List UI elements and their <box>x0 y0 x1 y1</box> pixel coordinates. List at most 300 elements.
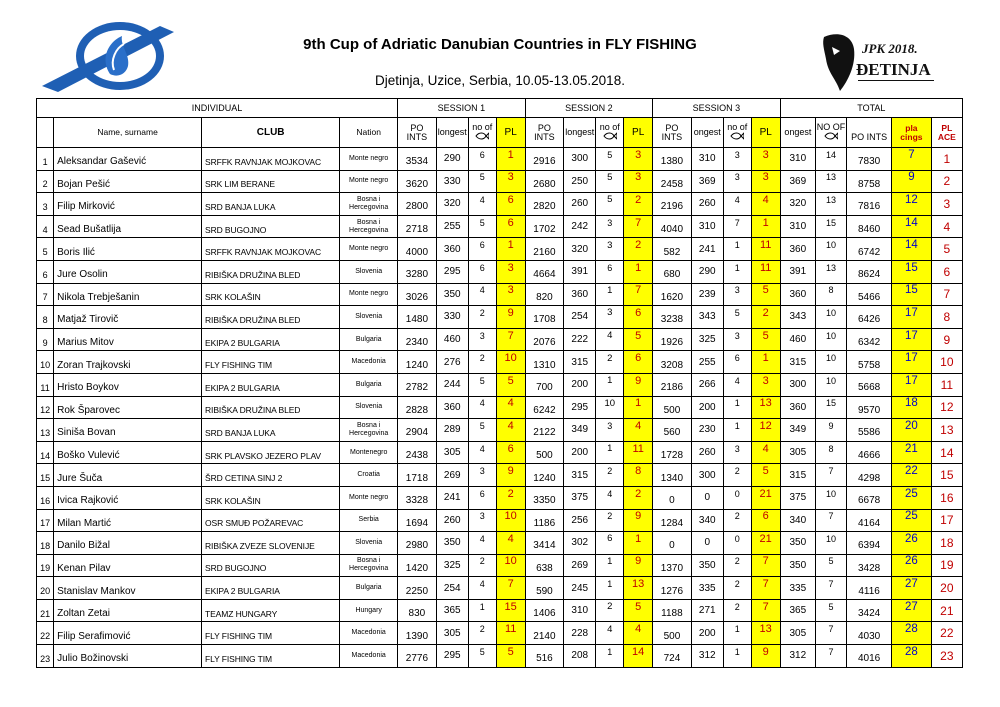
cell-no-value: 14 <box>40 450 51 461</box>
cell-s3-no-of <box>723 645 751 668</box>
cell-s1-no-of <box>468 577 496 600</box>
cell-pl-ace-value: 6 <box>943 264 951 279</box>
cell-s3-longest-value: 340 <box>698 514 716 526</box>
cell-pl-ace-value: 10 <box>940 355 954 370</box>
cell-pl-ace <box>931 441 962 464</box>
cell-no <box>37 645 54 668</box>
cell-placings <box>892 622 932 645</box>
cell-s1-points-value: 3328 <box>405 495 429 507</box>
cell-s3-points <box>653 283 692 306</box>
cell-s2-no-of <box>596 306 624 329</box>
cell-s1-no-of-value: 4 <box>479 398 485 409</box>
cell-s3-points <box>653 419 692 442</box>
cell-s1-pl <box>496 170 525 193</box>
cell-s1-longest-value: 269 <box>443 469 461 481</box>
cell-pl-ace <box>931 396 962 419</box>
cell-placings-value: 25 <box>905 487 918 500</box>
cell-s1-points-value: 4000 <box>405 246 429 258</box>
cell-s2-no-of <box>596 554 624 577</box>
cell-s3-no-of <box>723 554 751 577</box>
cell-pl-ace-value: 13 <box>940 422 954 437</box>
cell-s2-points-value: 3350 <box>533 495 556 507</box>
cell-total-no-of <box>816 260 847 283</box>
cell-s3-points <box>653 148 692 171</box>
cell-total-points-value: 6426 <box>857 314 881 326</box>
cell-s3-longest-value: 260 <box>698 198 716 210</box>
cell-s2-longest-value: 360 <box>571 288 589 300</box>
table-row <box>37 373 963 396</box>
jpk-logo <box>818 29 940 95</box>
cell-s2-pl <box>624 464 653 487</box>
cell-s3-no-of-value: 0 <box>734 533 740 544</box>
cell-s2-no-of-value: 2 <box>607 466 613 477</box>
cell-total-no-of-value: 5 <box>828 556 834 567</box>
cell-placings-value: 27 <box>905 600 918 613</box>
cell-s2-points-value: 1186 <box>533 517 556 529</box>
cell-s2-longest <box>564 215 596 238</box>
cell-total-longest <box>780 577 815 600</box>
cell-nation-value: Monte negro <box>349 290 389 298</box>
cell-s2-longest-value: 315 <box>571 469 589 481</box>
cell-s2-no-of <box>596 328 624 351</box>
cell-name-value: Kenan Pilav <box>57 562 111 574</box>
col-s3-longest: ongest <box>691 118 723 148</box>
cell-s2-points-value: 2160 <box>533 246 556 258</box>
cell-s1-pl-value: 7 <box>507 329 514 342</box>
cell-s2-pl-value: 4 <box>635 623 642 636</box>
cell-s3-longest-value: 255 <box>698 356 716 368</box>
table-row <box>37 306 963 329</box>
cell-placings-value: 14 <box>905 216 918 229</box>
cell-placings <box>892 532 932 555</box>
cell-s3-longest-value: 335 <box>698 582 716 594</box>
cell-s2-longest-value: 260 <box>571 198 589 210</box>
cell-s3-points <box>653 396 692 419</box>
cell-nation <box>340 193 398 216</box>
group-header-session1: SESSION 1 <box>398 99 526 118</box>
cell-s1-points <box>398 148 437 171</box>
cell-s1-longest <box>436 283 468 306</box>
cell-s2-longest <box>564 577 596 600</box>
cell-s1-points-value: 2782 <box>405 382 429 394</box>
cell-placings-value: 25 <box>905 510 918 523</box>
cell-s2-no-of <box>596 464 624 487</box>
cell-name-value: Bojan Pešić <box>57 178 110 190</box>
cell-s2-points-value: 2820 <box>533 201 556 213</box>
cell-s2-longest-value: 254 <box>571 311 589 323</box>
cell-total-no-of-value: 14 <box>826 149 837 160</box>
cell-s1-no-of <box>468 509 496 532</box>
cell-total-no-of <box>816 622 847 645</box>
cell-s1-pl-value: 10 <box>504 510 517 523</box>
cell-placings <box>892 283 932 306</box>
cell-nation <box>340 464 398 487</box>
cell-total-longest <box>780 373 815 396</box>
cell-s1-no-of <box>468 170 496 193</box>
cell-s2-longest-value: 208 <box>571 650 589 662</box>
cell-pl-ace <box>931 170 962 193</box>
cell-s2-points-value: 500 <box>536 450 553 462</box>
cell-s1-pl <box>496 599 525 622</box>
cell-total-points <box>847 238 892 261</box>
cell-s1-no-of <box>468 622 496 645</box>
cell-no-value: 23 <box>40 653 51 664</box>
table-row <box>37 599 963 622</box>
fish-icon <box>824 132 838 140</box>
cell-pl-ace-value: 18 <box>940 535 954 550</box>
cell-s3-points <box>653 486 692 509</box>
cell-pl-ace <box>931 215 962 238</box>
results-body <box>37 148 963 668</box>
cell-s2-no-of-value: 2 <box>607 511 613 522</box>
cell-total-points <box>847 373 892 396</box>
cell-s2-points <box>525 554 564 577</box>
cell-s3-no-of <box>723 532 751 555</box>
cell-s2-no-of <box>596 622 624 645</box>
cell-placings <box>892 306 932 329</box>
cell-total-no-of-value: 15 <box>826 398 837 409</box>
cell-s2-no-of-value: 5 <box>607 171 613 183</box>
cell-total-no-of-value: 10 <box>826 533 837 544</box>
cell-pl-ace-value: 20 <box>940 581 954 596</box>
cell-s3-longest-value: 230 <box>698 424 716 436</box>
cell-s2-points-value: 1702 <box>533 224 556 236</box>
cell-pl-ace-value: 3 <box>943 196 951 211</box>
cell-total-longest <box>780 215 815 238</box>
cell-s3-points-value: 2458 <box>660 178 684 190</box>
cell-s1-points-value: 2800 <box>405 201 429 213</box>
cell-s3-pl <box>751 351 780 374</box>
cell-s3-points <box>653 170 692 193</box>
cell-s1-no-of-value: 3 <box>479 330 485 341</box>
cell-s1-longest-value: 254 <box>443 582 461 594</box>
cell-club-value: SRFFK RAVNJAK MOJKOVAC <box>205 156 322 167</box>
cell-name <box>54 373 202 396</box>
cup-logo-icon <box>40 14 200 96</box>
cell-placings-value: 15 <box>905 284 918 297</box>
cell-s2-longest-value: 295 <box>571 401 589 413</box>
cell-placings <box>892 148 932 171</box>
cell-s2-longest-value: 310 <box>571 605 589 617</box>
cell-pl-ace <box>931 509 962 532</box>
cell-placings <box>892 215 932 238</box>
cell-total-no-of-value: 13 <box>826 172 837 183</box>
cell-s1-no-of-value: 2 <box>479 556 485 567</box>
cell-nation <box>340 645 398 668</box>
cell-s1-longest-value: 350 <box>443 537 461 549</box>
cell-s3-pl <box>751 170 780 193</box>
cell-total-no-of <box>816 373 847 396</box>
cell-s1-points-value: 830 <box>408 608 426 620</box>
cell-s1-no-of-value: 5 <box>479 646 485 657</box>
col-club: CLUB <box>202 118 340 148</box>
cell-s3-no-of <box>723 373 751 396</box>
cell-s2-longest <box>564 419 596 442</box>
cell-s3-longest <box>691 170 723 193</box>
cell-name-value: Boris Ilić <box>57 246 95 258</box>
cell-no <box>37 215 54 238</box>
cell-s3-longest <box>691 645 723 668</box>
col-total-points: PO INTS <box>847 118 892 148</box>
cell-s1-no-of <box>468 464 496 487</box>
cell-s2-longest <box>564 283 596 306</box>
cell-s3-points-value: 1284 <box>660 517 684 529</box>
cell-placings <box>892 193 932 216</box>
col-pl-ace: PL ACE <box>931 118 962 148</box>
cell-s2-pl-value: 13 <box>632 578 645 591</box>
cell-total-points <box>847 464 892 487</box>
table-row <box>37 170 963 193</box>
cell-s1-points <box>398 599 437 622</box>
cell-s1-points <box>398 577 437 600</box>
cell-nation-value: Macedonia <box>351 629 386 637</box>
cell-total-no-of <box>816 148 847 171</box>
cell-s1-longest <box>436 441 468 464</box>
cell-placings <box>892 509 932 532</box>
cell-s1-longest-value: 360 <box>443 243 461 255</box>
cell-s3-points-value: 1380 <box>660 156 684 168</box>
cell-no <box>37 148 54 171</box>
cell-nation-value: Montenegro <box>349 448 388 456</box>
cell-total-longest <box>780 622 815 645</box>
cell-total-points-value: 4298 <box>857 472 881 484</box>
cell-s3-pl <box>751 283 780 306</box>
cell-s2-no-of-value: 1 <box>607 375 613 387</box>
cell-s1-longest <box>436 645 468 668</box>
cell-s2-longest <box>564 148 596 171</box>
cell-s2-pl <box>624 577 653 600</box>
cell-s3-longest <box>691 238 723 261</box>
cell-s3-no-of-value: 1 <box>734 398 740 409</box>
cell-total-points-value: 5466 <box>857 291 881 303</box>
cell-no <box>37 622 54 645</box>
cell-name-value: Nikola Trebješanin <box>57 291 140 303</box>
cell-club-value: SRFFK RAVNJAK MOJKOVAC <box>205 247 322 258</box>
cell-s3-points <box>653 351 692 374</box>
cell-placings-value: 17 <box>905 329 918 342</box>
col-s1-longest: longest <box>436 118 468 148</box>
cell-s3-longest <box>691 260 723 283</box>
cell-s2-points-value: 1406 <box>533 608 556 620</box>
cell-s3-pl <box>751 260 780 283</box>
cell-s1-points-value: 2776 <box>405 653 429 665</box>
cell-placings-value: 7 <box>908 148 915 161</box>
cell-name <box>54 193 202 216</box>
cell-s3-longest-value: 290 <box>698 266 716 278</box>
cell-placings-value: 21 <box>905 442 918 455</box>
cell-s1-pl <box>496 351 525 374</box>
svg-text:JPK 2018.: JPK 2018. <box>862 41 918 56</box>
cell-placings-value: 9 <box>908 171 915 184</box>
cell-pl-ace <box>931 193 962 216</box>
cell-s1-points-value: 1694 <box>405 517 429 529</box>
cell-no <box>37 532 54 555</box>
cell-s1-no-of <box>468 215 496 238</box>
cell-total-no-of <box>816 441 847 464</box>
cell-s3-points <box>653 577 692 600</box>
cell-s2-no-of <box>596 238 624 261</box>
cell-club-value: SRK LIM BERANE <box>205 179 275 190</box>
cell-s2-no-of-value: 3 <box>607 239 613 251</box>
cell-club <box>202 351 340 374</box>
cell-s1-longest-value: 276 <box>443 356 461 368</box>
cell-s1-longest-value: 244 <box>443 379 461 391</box>
cell-s3-longest-value: 310 <box>698 221 716 233</box>
cell-s1-points <box>398 396 437 419</box>
cell-total-longest-value: 360 <box>789 243 807 255</box>
cell-total-points-value: 3424 <box>857 608 881 620</box>
cell-s3-pl-value: 5 <box>762 465 769 478</box>
cell-no <box>37 554 54 577</box>
cell-s2-longest <box>564 622 596 645</box>
cell-s3-longest <box>691 215 723 238</box>
cell-s1-longest <box>436 622 468 645</box>
cell-club <box>202 306 340 329</box>
cell-club-value: OSR SMUĐ POŽAREVAC <box>205 518 304 529</box>
cell-s3-no-of <box>723 509 751 532</box>
cell-s2-points-value: 1240 <box>533 472 556 484</box>
cell-s1-longest-value: 295 <box>443 266 461 278</box>
cell-s3-pl <box>751 486 780 509</box>
cell-name-value: Marius Mitov <box>57 337 114 349</box>
cell-s2-longest <box>564 645 596 668</box>
cell-s3-longest <box>691 464 723 487</box>
cell-s2-points <box>525 373 564 396</box>
cell-s2-points <box>525 148 564 171</box>
cell-total-longest <box>780 599 815 622</box>
cell-name <box>54 486 202 509</box>
cell-name <box>54 577 202 600</box>
cell-s1-no-of-value: 5 <box>479 375 485 386</box>
cell-s2-points <box>525 170 564 193</box>
cell-no-value: 2 <box>42 179 48 190</box>
cell-total-longest-value: 369 <box>789 175 807 187</box>
cell-s3-pl-value: 2 <box>762 306 769 319</box>
cell-s3-points <box>653 554 692 577</box>
cell-no-value: 15 <box>40 473 51 484</box>
cell-s2-pl-value: 5 <box>635 600 642 613</box>
cell-nation-value: Monte negro <box>349 177 389 185</box>
cell-club <box>202 464 340 487</box>
cell-name-value: Rok Šparovec <box>57 404 120 416</box>
cell-s1-no-of <box>468 283 496 306</box>
cell-placings-value: 12 <box>905 193 918 206</box>
cell-s1-no-of <box>468 532 496 555</box>
cell-s3-no-of-value: 7 <box>734 217 740 228</box>
cell-s1-no-of-value: 4 <box>479 443 485 454</box>
cell-club-value: RIBIŠKA DRUŽINA BLED <box>205 269 301 280</box>
cell-s3-longest <box>691 419 723 442</box>
cell-club <box>202 193 340 216</box>
cell-total-no-of <box>816 170 847 193</box>
cell-club-value: TEAMZ HUNGARY <box>205 608 278 619</box>
cell-s1-longest-value: 325 <box>443 559 461 571</box>
cell-s2-pl <box>624 328 653 351</box>
cell-name-value: Zoran Trajkovski <box>57 359 131 371</box>
cell-nation-value: Monte negro <box>349 493 389 501</box>
cell-total-longest <box>780 306 815 329</box>
cell-pl-ace-value: 2 <box>943 174 951 189</box>
cell-name-value: Zoltan Zetai <box>57 608 110 620</box>
cell-s1-pl-value: 15 <box>504 600 517 613</box>
cell-s2-no-of-value: 1 <box>607 443 613 455</box>
cell-s3-pl <box>751 554 780 577</box>
cell-total-longest-value: 349 <box>789 424 807 436</box>
cell-s3-points <box>653 532 692 555</box>
cell-s3-pl <box>751 532 780 555</box>
cell-s2-no-of <box>596 509 624 532</box>
cell-name <box>54 532 202 555</box>
cell-total-points-value: 8624 <box>857 269 881 281</box>
cell-club <box>202 328 340 351</box>
cell-s1-longest-value: 289 <box>443 424 461 436</box>
cell-s3-longest-value: 0 <box>704 537 711 549</box>
cell-s1-points <box>398 554 437 577</box>
cell-no <box>37 260 54 283</box>
cell-club <box>202 441 340 464</box>
cell-s2-pl <box>624 238 653 261</box>
cell-s3-no-of <box>723 396 751 419</box>
cell-pl-ace <box>931 373 962 396</box>
cell-s3-no-of-value: 6 <box>734 353 740 364</box>
cell-no <box>37 306 54 329</box>
cell-total-points <box>847 645 892 668</box>
table-row <box>37 532 963 555</box>
cell-s3-pl <box>751 509 780 532</box>
cell-total-points <box>847 260 892 283</box>
cell-nation-value: Bulgaria <box>355 584 382 592</box>
cell-total-longest-value: 335 <box>789 582 807 594</box>
cell-s3-points-value: 1926 <box>660 337 684 349</box>
cell-s1-longest <box>436 306 468 329</box>
cell-name <box>54 238 202 261</box>
cell-name-value: Filip Serafimović <box>57 630 131 642</box>
cell-s1-no-of <box>468 260 496 283</box>
cell-s2-pl-value: 8 <box>635 465 642 478</box>
cell-s1-points <box>398 193 437 216</box>
cell-nation-value: Hungary <box>355 606 382 614</box>
cell-name <box>54 419 202 442</box>
cell-s2-longest-value: 391 <box>571 266 589 278</box>
cell-pl-ace-value: 23 <box>940 648 954 663</box>
cell-placings <box>892 577 932 600</box>
cell-s3-no-of-value: 3 <box>734 443 740 454</box>
cell-s3-longest-value: 266 <box>698 379 716 391</box>
cell-s3-longest <box>691 283 723 306</box>
cell-club-value: RIBIŠKA DRUŽINA BLED <box>205 405 301 416</box>
cell-pl-ace-value: 8 <box>943 309 951 324</box>
cell-s1-longest <box>436 486 468 509</box>
cell-total-longest-value: 343 <box>789 311 807 323</box>
cell-s2-longest-value: 302 <box>571 537 589 549</box>
cell-s3-longest <box>691 396 723 419</box>
cell-s3-no-of-value: 2 <box>734 556 740 567</box>
cell-s2-longest <box>564 170 596 193</box>
cell-total-no-of-value: 5 <box>828 601 834 612</box>
cell-s2-pl-value: 9 <box>635 510 642 523</box>
cell-s2-longest <box>564 306 596 329</box>
cell-s3-points-value: 500 <box>663 404 681 416</box>
cell-nation <box>340 419 398 442</box>
cell-s3-no-of-value: 4 <box>734 375 740 386</box>
cell-total-points-value: 5758 <box>857 359 881 371</box>
cell-s2-longest-value: 315 <box>571 356 589 368</box>
cell-total-longest-value: 350 <box>789 559 807 571</box>
cell-club <box>202 509 340 532</box>
cell-s3-pl-value: 7 <box>762 578 769 591</box>
cell-placings <box>892 441 932 464</box>
cell-pl-ace <box>931 464 962 487</box>
